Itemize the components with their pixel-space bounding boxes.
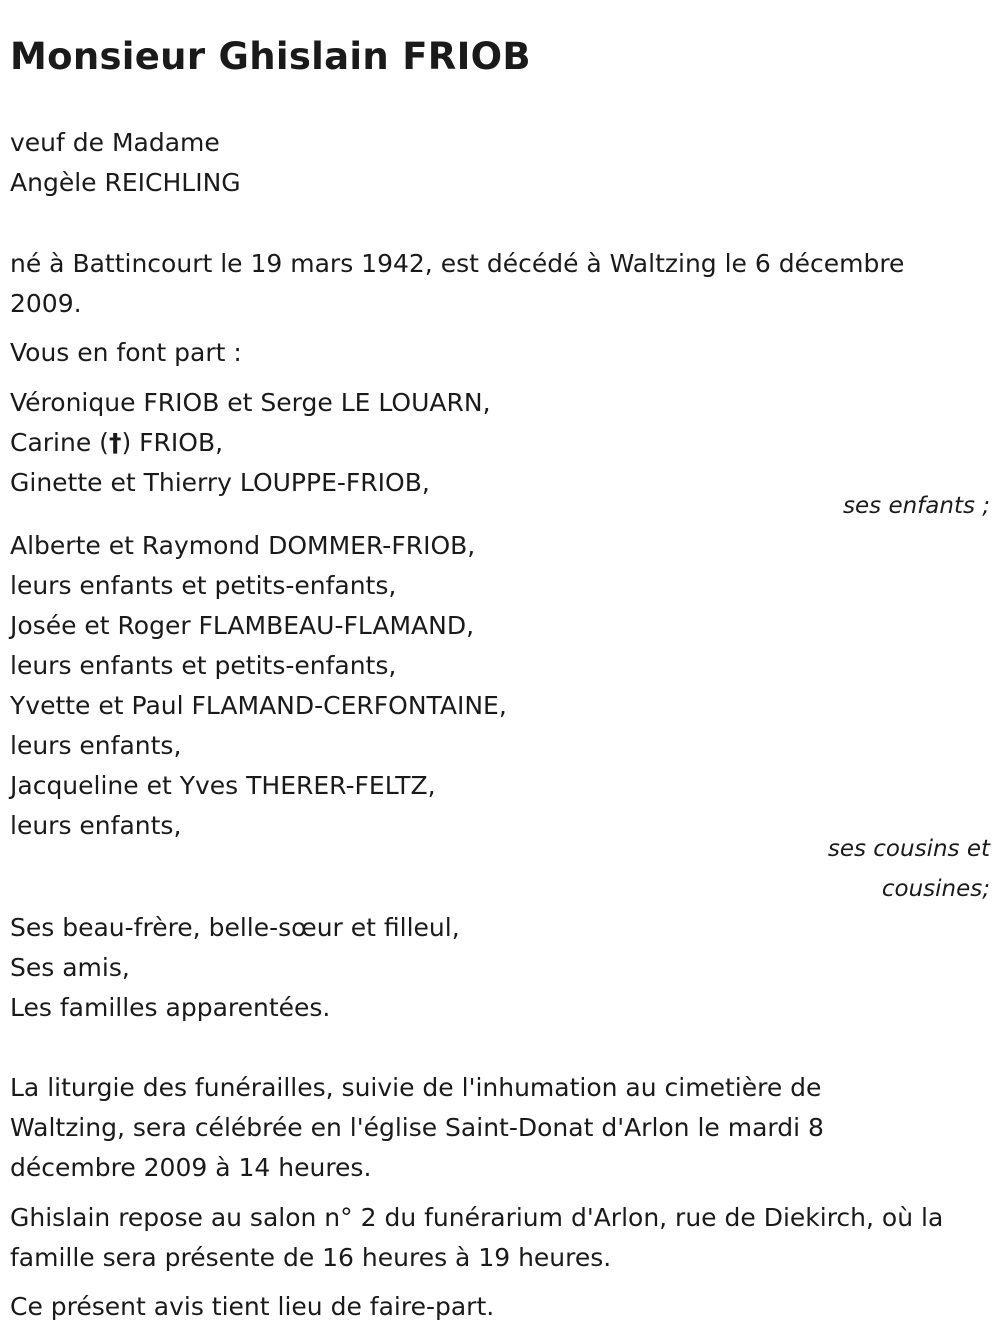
cousin-line-7: Jacqueline et Yves THERER-FELTZ,: [10, 771, 436, 800]
cousin-line-2: leurs enfants et petits-enfants,: [10, 571, 397, 600]
repose-line-1: Ghislain repose au salon n° 2 du funérarium d'Arlon, rue de Diekirch, où la: [10, 1203, 944, 1232]
child-line-2-suffix: ) FRIOB,: [121, 428, 224, 457]
funeral-line-3: décembre 2009 à 14 heures.: [10, 1153, 372, 1182]
repose-line-2: famille sera présente de 16 heures à 19 heures.: [10, 1243, 612, 1272]
others-line-3: Les familles apparentées.: [10, 993, 331, 1022]
cousins-role-line-2: cousines;: [881, 876, 990, 902]
page-title: Monsieur Ghislain FRIOB: [10, 35, 531, 78]
closing-text: Ce présent avis tient lieu de faire-part.: [10, 1292, 495, 1321]
cousin-line-1: Alberte et Raymond DOMMER-FRIOB,: [10, 531, 476, 560]
spouse-line-1: veuf de Madame: [10, 128, 220, 157]
funeral-line-2: Waltzing, sera célébrée en l'église Saint-Donat d'Arlon le mardi 8: [10, 1113, 824, 1142]
cousins-role-line-1: ses cousins et: [827, 836, 990, 862]
intro-text: Vous en font part :: [10, 338, 242, 367]
others-line-1: Ses beau-frère, belle-sœur et filleul,: [10, 913, 460, 942]
cousin-line-3: Josée et Roger FLAMBEAU-FLAMAND,: [10, 611, 475, 640]
child-line-2: [10, 423, 223, 463]
children-role: ses enfants ;: [843, 493, 990, 519]
birth-death-line-2: 2009.: [10, 289, 82, 318]
cousin-line-4: leurs enfants et petits-enfants,: [10, 651, 397, 680]
cross-icon: †: [108, 428, 122, 457]
cousin-line-6: leurs enfants,: [10, 731, 182, 760]
cousin-line-8: leurs enfants,: [10, 811, 182, 840]
spouse-line-2: Angèle REICHLING: [10, 168, 241, 197]
child-line-2-prefix: Carine (: [10, 428, 109, 457]
child-line-3: Ginette et Thierry LOUPPE-FRIOB,: [10, 468, 430, 497]
others-line-2: Ses amis,: [10, 953, 130, 982]
birth-death-line-1: né à Battincourt le 19 mars 1942, est décédé à Waltzing le 6 décembre: [10, 249, 905, 278]
child-line-1: Véronique FRIOB et Serge LE LOUARN,: [10, 388, 491, 417]
cousin-line-5: Yvette et Paul FLAMAND-CERFONTAINE,: [10, 691, 507, 720]
funeral-line-1: La liturgie des funérailles, suivie de l'inhumation au cimetière de: [10, 1073, 822, 1102]
